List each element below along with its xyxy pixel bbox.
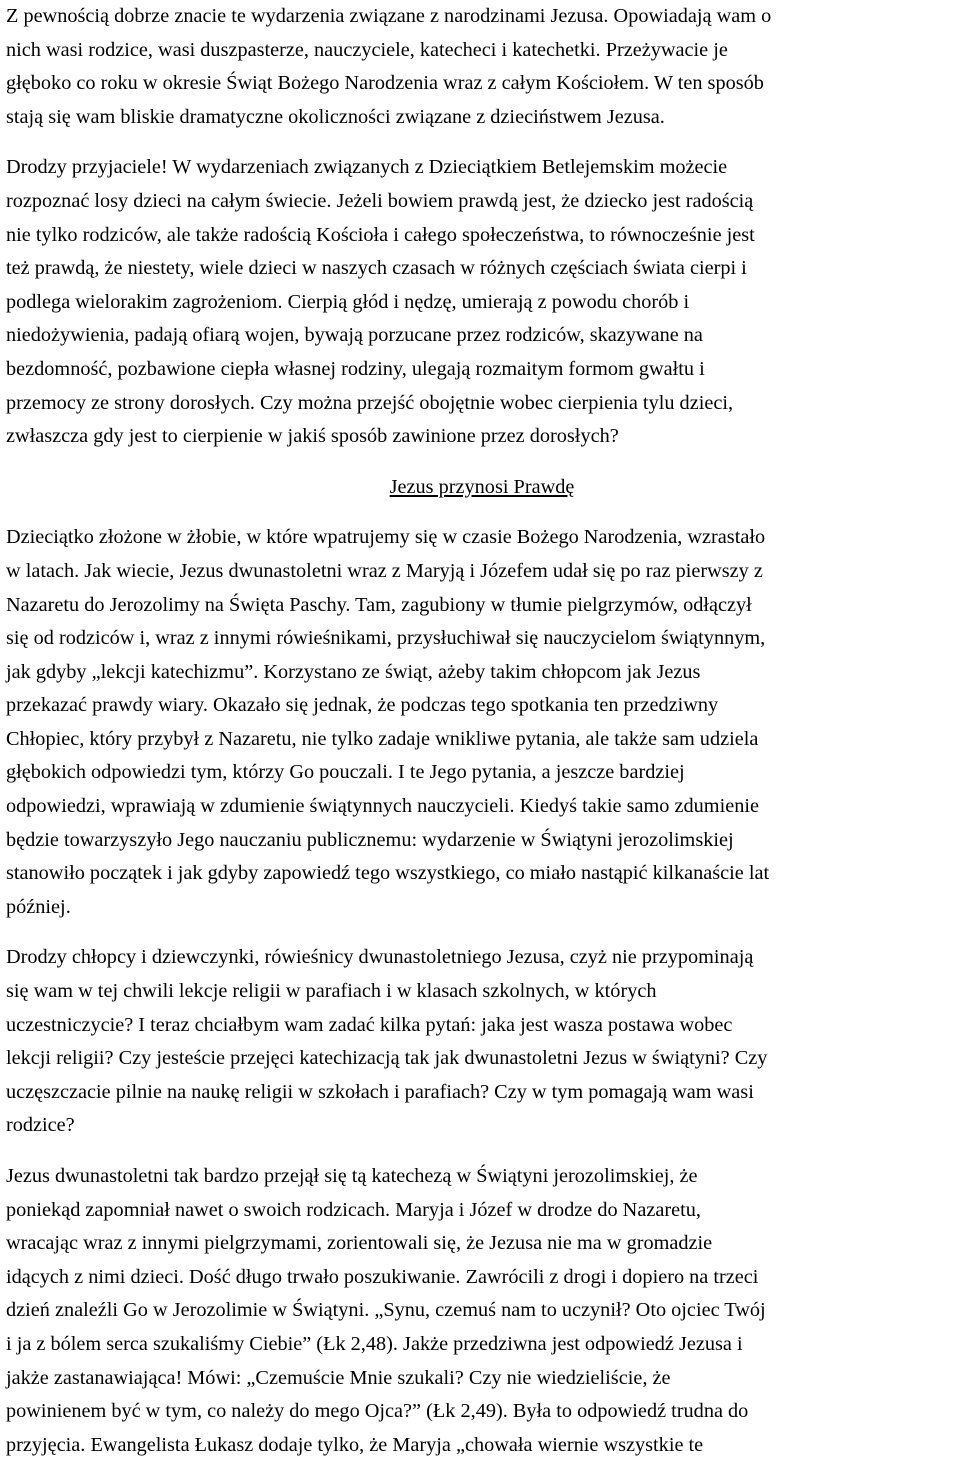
paragraph-children-suffering	[6, 151, 958, 453]
paragraph-spacer	[6, 134, 958, 151]
text-line: idących z nimi dzieci. Dość długo trwało poszukiwanie. Zawrócili z drogi i dopiero na trzeci	[6, 1265, 759, 1288]
text-line: będzie towarzyszyło Jego nauczaniu publicznemu: wydarzenie w Świątyni jerozolimskiej	[6, 828, 734, 851]
text-line: odpowiedzi, wprawiają w zdumienie świątynnych nauczycieli. Kiedyś takie samo zdumienie	[6, 795, 759, 818]
text-line: uczestniczycie? I teraz chciałbym wam zadać kilka pytań: jaka jest wasza postawa wobec	[6, 1013, 733, 1036]
text-line: Dzieciątko złożone w żłobie, w które wpatrujemy się w czasie Bożego Narodzenia, wzrastało	[6, 526, 766, 549]
text-line: Z pewnością dobrze znacie te wydarzenia związane z narodzinami Jezusa. Opowiadają wam o	[6, 5, 772, 27]
text-line: Drodzy chłopcy i dziewczynki, rówieśnicy dwunastoletniego Jezusa, czyż nie przypominają	[6, 946, 754, 969]
paragraph-religion-lessons	[6, 941, 958, 1143]
text-line: powinienem być w tym, co należy do mego Ojca?” (Łk 2,49). Była to odpowiedź trudna do	[6, 1400, 749, 1423]
text-line: głęboko co roku w okresie Świąt Bożego Narodzenia wraz z całym Kościołem. W ten sposób	[6, 72, 764, 95]
text-line: Nazaretu do Jerozolimy na Święta Paschy. Tam, zagubiony w tłumie pielgrzymów, odłączył	[6, 593, 752, 616]
text-line: Chłopiec, który przybył z Nazaretu, nie tylko zadaje wnikliwe pytania, ale także sam udziela	[6, 727, 759, 750]
text-line: później.	[6, 895, 71, 918]
text-line: poniekąd zapomniał nawet o swoich rodzicach. Maryja i Józef w drodze do Nazaretu,	[6, 1198, 701, 1221]
document-page	[6, 0, 958, 1462]
text-line: podlega wielorakim zagrożeniom. Cierpią głód i nędzę, umierają z powodu chorób i	[6, 290, 690, 313]
paragraph-spacer	[6, 924, 958, 941]
paragraph-spacer	[6, 454, 958, 471]
text-line: przyjęcia. Ewangelista Łukasz dodaje tylko, że Maryja „chowała wiernie wszystkie te	[6, 1433, 704, 1456]
text-line: lekcji religii? Czy jesteście przejęci katechizacją tak jak dwunastoletni Jezus w świątyni? Czy	[6, 1047, 768, 1070]
text-line: się wam w tej chwili lekcje religii w parafiach i w klasach szkolnych, w których	[6, 980, 657, 1003]
paragraph-jesus-temple	[6, 521, 958, 924]
paragraph-intro	[6, 0, 958, 134]
paragraph-finding-jesus	[6, 1160, 958, 1462]
text-line: nie tylko rodziców, ale także radością Kościoła i całego społeczeństwa, to równocześnie jest	[6, 223, 755, 246]
text-line: uczęszczacie pilnie na naukę religii w szkołach i parafiach? Czy w tym pomagają wam wasi	[6, 1080, 754, 1103]
text-line: Drodzy przyjaciele! W wydarzeniach związanych z Dzieciątkiem Betlejemskim możecie	[6, 156, 728, 179]
text-line: rozpoznać losy dzieci na całym świecie. Jeżeli bowiem prawdą jest, że dziecko jest radością	[6, 189, 754, 212]
text-line: wracając wraz z innymi pielgrzymami, zorientowali się, że Jezusa nie ma w gromadzie	[6, 1232, 713, 1255]
text-line: też prawdą, że niestety, wiele dzieci w naszych czasach w różnych częściach świata cierpi i	[6, 257, 747, 280]
text-line: przemocy ze strony dorosłych. Czy można przejść obojętnie wobec cierpienia tylu dzieci,	[6, 391, 734, 414]
text-line: jak gdyby „lekcji katechizmu”. Korzystano ze świąt, ażeby takim chłopcom jak Jezus	[6, 660, 701, 683]
text-line: w latach. Jak wiecie, Jezus dwunastoletni wraz z Maryją i Józefem udał się po raz pierwszy z	[6, 559, 763, 582]
section-heading: Jezus przynosi Prawdę	[389, 475, 575, 498]
text-line: niedożywienia, padają ofiarą wojen, bywają porzucane przez rodziców, skazywane na	[6, 324, 703, 347]
text-line: stają się wam bliskie dramatyczne okoliczności związane z dzieciństwem Jezusa.	[6, 105, 665, 128]
text-line: głębokich odpowiedzi tym, którzy Go pouczali. I te Jego pytania, a jeszcze bardziej	[6, 761, 685, 784]
text-line: dzień znaleźli Go w Jerozolimie w Świątyni. „Synu, czemuś nam to uczynił? Oto ojciec Twój	[6, 1299, 766, 1322]
text-line: jakże zastanawiająca! Mówi: „Czemuście Mnie szukali? Czy nie wiedzieliście, że	[6, 1366, 671, 1389]
text-line: stanowiło początek i jak gdyby zapowiedź tego wszystkiego, co miało nastąpić kilkanaście lat	[6, 862, 770, 885]
text-line: zwłaszcza gdy jest to cierpienie w jakiś sposób zawinione przez dorosłych?	[6, 425, 619, 448]
text-line: Jezus dwunastoletni tak bardzo przejął się tą katechezą w Świątyni jerozolimskiej, że	[6, 1165, 698, 1187]
text-line: i ja z bólem serca szukaliśmy Ciebie” (Łk 2,48). Jakże przedziwna jest odpowiedź Jezusa i	[6, 1332, 743, 1355]
text-line: się od rodziców i, wraz z innymi rówieśnikami, przysłuchiwał się nauczycielom świątynnym,	[6, 627, 766, 650]
text-line: bezdomność, pozbawione ciepła własnej rodziny, ulegają rozmaitym formom gwałtu i	[6, 357, 705, 380]
text-line: rodzice?	[6, 1114, 75, 1137]
text-line: nich wasi rodzice, wasi duszpasterze, nauczyciele, katecheci i katechetki. Przeżywacie je	[6, 38, 728, 61]
paragraph-spacer	[6, 1143, 958, 1160]
text-line: przekazać prawdy wiary. Okazało się jednak, że podczas tego spotkania ten przedziwny	[6, 694, 719, 717]
paragraph-spacer	[6, 504, 958, 521]
